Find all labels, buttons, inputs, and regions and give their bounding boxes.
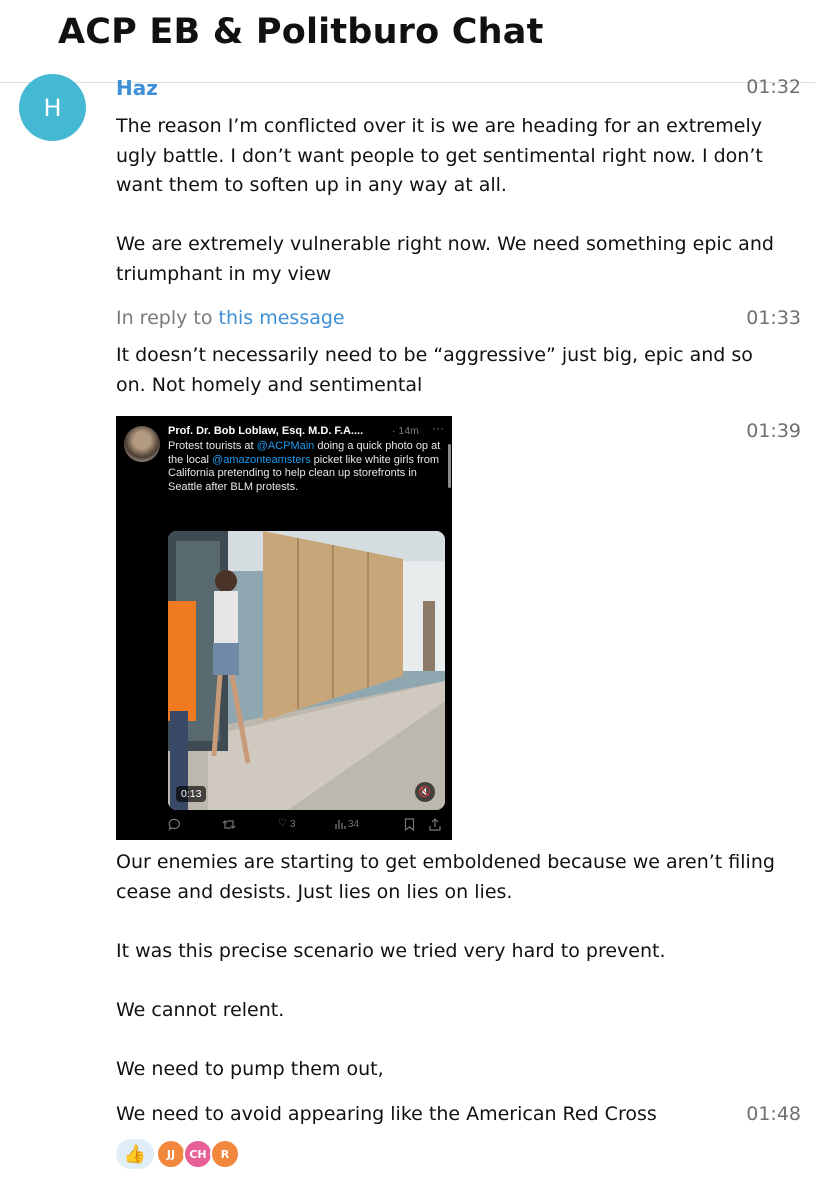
message-paragraph: The reason I’m conflicted over it is we are heading for an extremely ugly battle. I don’t want people to get sentimental right now. I don’t want them to soften up in any way at all. (116, 115, 763, 196)
tweet-age: · 14m (392, 425, 419, 437)
views-icon (334, 818, 346, 833)
message-time: 01:39 (746, 420, 801, 442)
tweet-text-part: Protest tourists at (168, 440, 257, 452)
speaker-muted-icon[interactable]: 🔇 (415, 782, 435, 802)
tweet-video (168, 531, 445, 810)
reply-reference (116, 307, 345, 329)
chat-title: ACP EB & Politburo Chat (58, 12, 544, 52)
reaction-user-avatar[interactable]: CH (183, 1139, 213, 1169)
sender-avatar[interactable]: H (19, 74, 86, 141)
message-paragraph: We are extremely vulnerable right now. We need something epic and triumphant in my view (116, 233, 774, 285)
bookmark-icon (404, 818, 415, 834)
message-paragraph: We need to pump them out, (116, 1057, 384, 1080)
tweet-mention: @ACPMain (256, 440, 315, 452)
reaction-user-avatar[interactable]: R (210, 1139, 240, 1169)
tweet-author-name: Prof. Dr. Bob Loblaw, Esq. M.D. F.A.... (168, 425, 364, 437)
tweet-mention: @amazonteamsters (212, 453, 311, 466)
like-icon: ♡ (278, 818, 287, 829)
message-time: 01:32 (746, 76, 801, 98)
tweet-scrollbar (448, 444, 451, 488)
share-icon (429, 818, 441, 834)
more-icon: ··· (432, 421, 444, 435)
message-text-4 (116, 1100, 776, 1130)
reply-icon (168, 818, 181, 834)
message-time: 01:48 (746, 1103, 801, 1125)
message-text-1 (116, 112, 776, 289)
video-still-image (168, 531, 445, 810)
tweet-screenshot-image[interactable] (116, 416, 452, 840)
reply-prefix: In reply to (116, 307, 213, 329)
tweet-text-part: picket like white girls from California pretending to help clean up storefronts in Seattle after BLM protests. (168, 453, 439, 493)
message-paragraph: It doesn’t necessarily need to be “aggressive” just big, epic and so on. Not homely and sentimental (116, 344, 753, 396)
retweet-icon (222, 818, 236, 834)
views-count: 34 (348, 819, 360, 830)
reply-link[interactable]: this message (218, 307, 345, 329)
tweet-text (168, 440, 446, 494)
video-duration: 0:13 (176, 786, 206, 802)
message-paragraph: We cannot relent. (116, 998, 285, 1021)
message-paragraph: We need to avoid appearing like the American Red Cross (116, 1103, 657, 1125)
sender-name[interactable]: Haz (116, 76, 158, 100)
tweet-author-avatar (124, 426, 160, 462)
message-paragraph: It was this precise scenario we tried very hard to prevent. (116, 939, 666, 962)
message-text-2 (116, 341, 776, 400)
thumbs-up-reaction-button[interactable]: 👍 (116, 1139, 154, 1169)
tweet-actions (168, 818, 443, 832)
like-count: 3 (290, 819, 296, 830)
tweet-text-part: doing a quick photo op at the local (168, 440, 441, 466)
reaction-user-avatar[interactable]: JJ (156, 1139, 186, 1169)
message-text-3 (116, 848, 776, 1084)
message-paragraph: Our enemies are starting to get emboldened because we aren’t filing cease and desists. Just lies on lies on lies. (116, 851, 775, 903)
message-time: 01:33 (746, 307, 801, 329)
